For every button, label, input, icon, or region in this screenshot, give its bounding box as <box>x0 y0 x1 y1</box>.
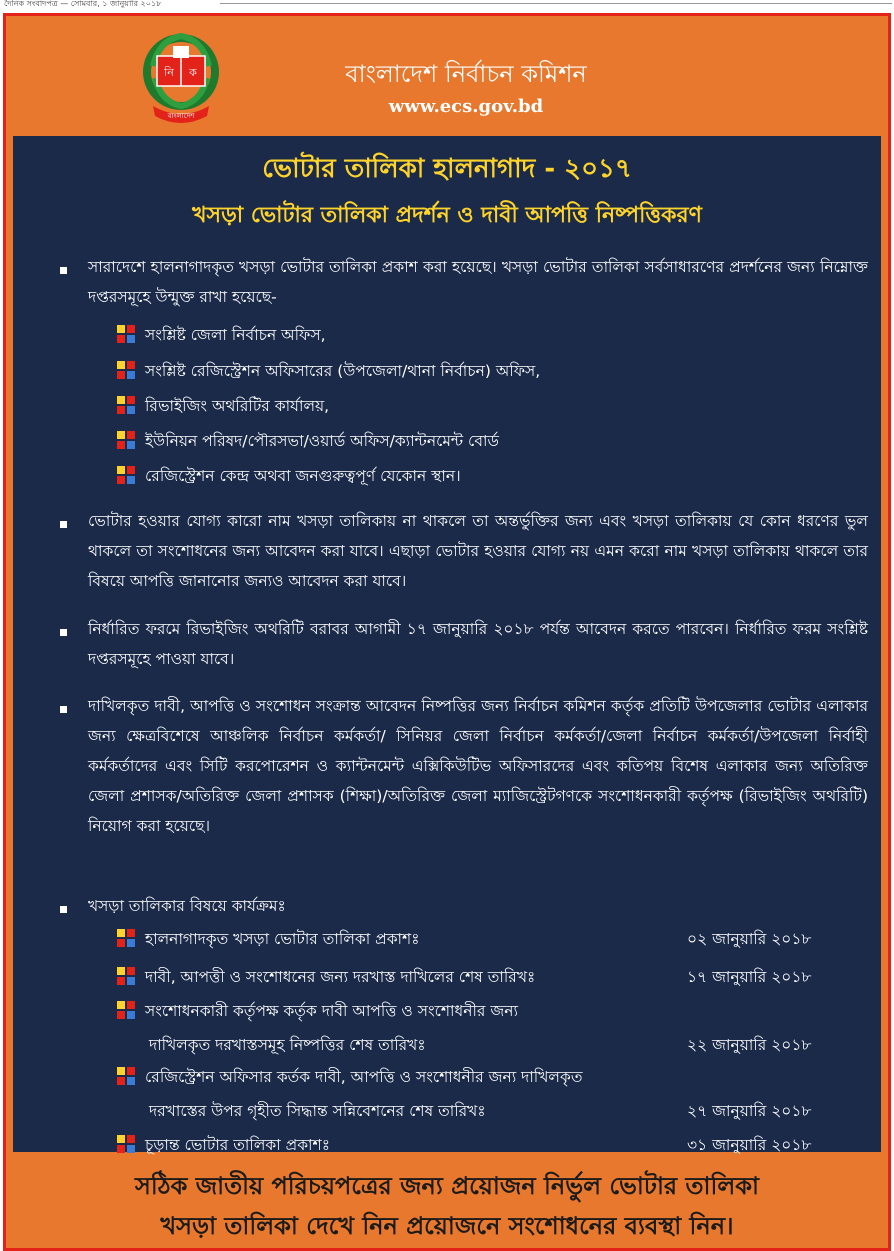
organization-url[interactable]: www.ecs.gov.bd <box>388 96 544 117</box>
list-item <box>117 358 540 384</box>
table-row <box>117 1064 857 1126</box>
colored-square-bullet-icon <box>117 466 135 484</box>
colored-square-bullet-icon <box>117 396 135 414</box>
list-item <box>117 393 329 419</box>
schedule-row-label <box>117 1132 330 1158</box>
colored-square-bullet-icon <box>117 967 135 985</box>
list-item-text: সংশ্লিষ্ট জেলা নির্বাচন অফিস, <box>145 326 326 344</box>
header-rule <box>220 3 892 4</box>
list-item <box>117 463 461 489</box>
ec-emblem-icon <box>139 26 223 126</box>
bullet-marker <box>60 629 67 636</box>
schedule-label-text: রেজিস্ট্রেশন অফিসার কর্তক দাবী, আপত্তি ও সংশোধনীর জন্য দাখিলকৃত <box>145 1068 583 1086</box>
bullet-marker <box>60 906 67 913</box>
schedule-row-label <box>117 964 535 990</box>
section-eligibility: ভোটার হওয়ার যোগ্য কারো নাম খসড়া তালিকায় না থাকলে তা অন্তর্ভুক্তির জন্য এবং খসড়া তালিকায় যে কোন ধরণের ভুল থাকলে তা সংশোধনের জন্য আবেদন করা যাবে। এছাড়া ভোটার হওয়ার যোগ্য নয় এমন করো নাম খসড়া তালিকায় থাকলে তার বিষয়ে আপত্তি জানানোর জন্যও আবেদন করা যাবে। <box>88 512 868 590</box>
schedule-date: ২২ জানুয়ারি ২০১৮ <box>687 1036 812 1054</box>
schedule-date: ১৭ জানুয়ারি ২০১৮ <box>687 968 812 986</box>
schedule-row-label <box>117 1064 582 1090</box>
emblem-letter-right: ক <box>189 66 197 79</box>
schedule-date: ৩১ জানুয়ারি ২০১৮ <box>687 1136 812 1154</box>
newspaper-header-strip <box>0 0 894 12</box>
table-row <box>117 926 857 952</box>
newspaper-header-text: দৈনিক সংবাদপত্র — সোমবার, ১ জানুয়ারি ২০১৮ <box>4 0 162 8</box>
schedule-label-text: হালনাগাদকৃত খসড়া ভোটার তালিকা প্রকাশঃ <box>145 930 420 948</box>
section-revising-authority: দাখিলকৃত দাবী, আপত্তি ও সংশোধন সংক্রান্ত আবেদন নিষ্পত্তির জন্য নির্বাচন কমিশন কর্তৃক প্রতিটি উপজেলার ভোটার এলাকার জন্য ক্ষেত্রবিশেষে আঞ্চলিক নির্বাচন কর্মকর্তা/ সিনিয়র জেলা নির্বাচন কর্মকর্তা/জেলা নির্বাচন কর্মকর্তা/উপজেলা নির্বাহী কর্মকর্তাদের এবং সিটি করপোরেশন ও ক্যান্টনমেন্ট এক্সিকিউটিভ অফিসারদের এবং কতিপয় বিশেষ এলাকার জন্য অতিরিক্ত জেলা প্রশাসক/অতিরিক্ত জেলা প্রশাসক (শিক্ষা)/অতিরিক্ত জেলা ম্যাজিস্ট্রেটগণকে সংশোধনকারী কর্তৃপক্ষ (রিভাইজিং অথরিটি) নিয়োগ করা হয়েছে। <box>88 697 868 835</box>
colored-square-bullet-icon <box>117 1135 135 1153</box>
table-row <box>117 1132 857 1158</box>
list-item-text: রেজিস্ট্রেশন কেন্দ্র অথবা জনগুরুত্বপূর্ণ যেকোন স্থান। <box>145 467 461 485</box>
schedule-label-text: সংশোধনকারী কর্তৃপক্ষ কর্তৃক দাবী আপত্তি ও সংশোধনীর জন্য <box>145 1002 518 1020</box>
colored-square-bullet-icon <box>117 929 135 947</box>
notice-title: ভোটার তালিকা হালনাগাদ - ২০১৭ <box>262 154 632 184</box>
list-item <box>117 428 499 454</box>
advertisement-footer <box>6 1158 888 1248</box>
footer-slogan-line1: সঠিক জাতীয় পরিচয়পত্রের জন্য প্রয়োজন নির্ভুল ভোটার তালিকা <box>135 1172 759 1200</box>
colored-square-bullet-icon <box>117 325 135 343</box>
schedule-date: ২৭ জানুয়ারি ২০১৮ <box>687 1102 812 1120</box>
colored-square-bullet-icon <box>117 1001 135 1019</box>
schedule-label-text: চূড়ান্ত ভোটার তালিকা প্রকাশঃ <box>145 1136 330 1154</box>
schedule-label-continued: দাখিলকৃত দরখাস্তসমূহ নিষ্পত্তির শেষ তারিখঃ <box>149 1036 426 1054</box>
schedule-label-continued: দরখাস্তের উপর গৃহীত সিদ্ধান্ত সন্নিবেশনের শেষ তারিখঃ <box>149 1102 486 1120</box>
bullet-marker <box>60 706 67 713</box>
schedule-row-label <box>117 926 419 952</box>
list-item <box>117 322 326 348</box>
footer-slogan-line2: খসড়া তালিকা দেখে নিন প্রয়োজনে সংশোধনের ব্যবস্থা নিন। <box>160 1212 734 1240</box>
colored-square-bullet-icon <box>117 361 135 379</box>
colored-square-bullet-icon <box>117 1067 135 1085</box>
list-item-text: সংশ্লিষ্ট রেজিস্ট্রেশন অফিসারের (উপজেলা/থানা নির্বাচন) অফিস, <box>145 362 541 380</box>
advertisement-frame <box>3 13 891 1251</box>
list-item-text: রিভাইজিং অথরিটির কার্যালয়, <box>145 397 330 415</box>
list-item-text: ইউনিয়ন পরিষদ/পৌরসভা/ওয়ার্ড অফিস/ক্যান্টনমেন্ট বোর্ড <box>145 432 499 450</box>
organization-name: বাংলাদেশ নির্বাচন কমিশন <box>345 60 587 88</box>
table-row <box>117 964 857 990</box>
notice-panel <box>13 136 881 1152</box>
colored-square-bullet-icon <box>117 431 135 449</box>
emblem-ribbon-text: বাংলাদেশ <box>167 112 195 120</box>
advertisement-header <box>6 16 888 136</box>
schedule-row-label <box>117 998 518 1024</box>
schedule-label-text: দাবী, আপত্তী ও সংশোধনের জন্য দরখাস্ত দাখিলের শেষ তারিখঃ <box>145 968 536 986</box>
table-row <box>117 998 857 1060</box>
notice-subtitle: খসড়া ভোটার তালিকা প্রদর্শন ও দাবী আপত্তি নিষ্পত্তিকরণ <box>192 203 702 228</box>
bullet-marker <box>60 267 67 274</box>
schedule-date: ০২ জানুয়ারি ২০১৮ <box>687 930 812 948</box>
schedule-heading: খসড়া তালিকার বিষয়ে কার্যক্রমঃ <box>88 897 286 915</box>
section-application-form: নির্ধারিত ফরমে রিভাইজিং অথরিটি বরাবর আগামী ১৭ জানুয়ারি ২০১৮ পর্যন্ত আবেদন করতে পারবেন। নির্ধারিত ফরম সংশ্লিষ্ট দপ্তরসমূহে পাওয়া যাবে। <box>88 620 868 668</box>
section-display-locations: সারাদেশে হালনাগাদকৃত খসড়া ভোটার তালিকা প্রকাশ করা হয়েছে। খসড়া ভোটার তালিকা সর্বসাধারণের প্রদর্শনের জন্য নিম্নোক্ত দপ্তরসমূহে উন্মুক্ত রাখা হয়েছে- <box>88 258 868 306</box>
bullet-marker <box>60 521 67 528</box>
emblem-letter-left: নি <box>164 66 174 79</box>
